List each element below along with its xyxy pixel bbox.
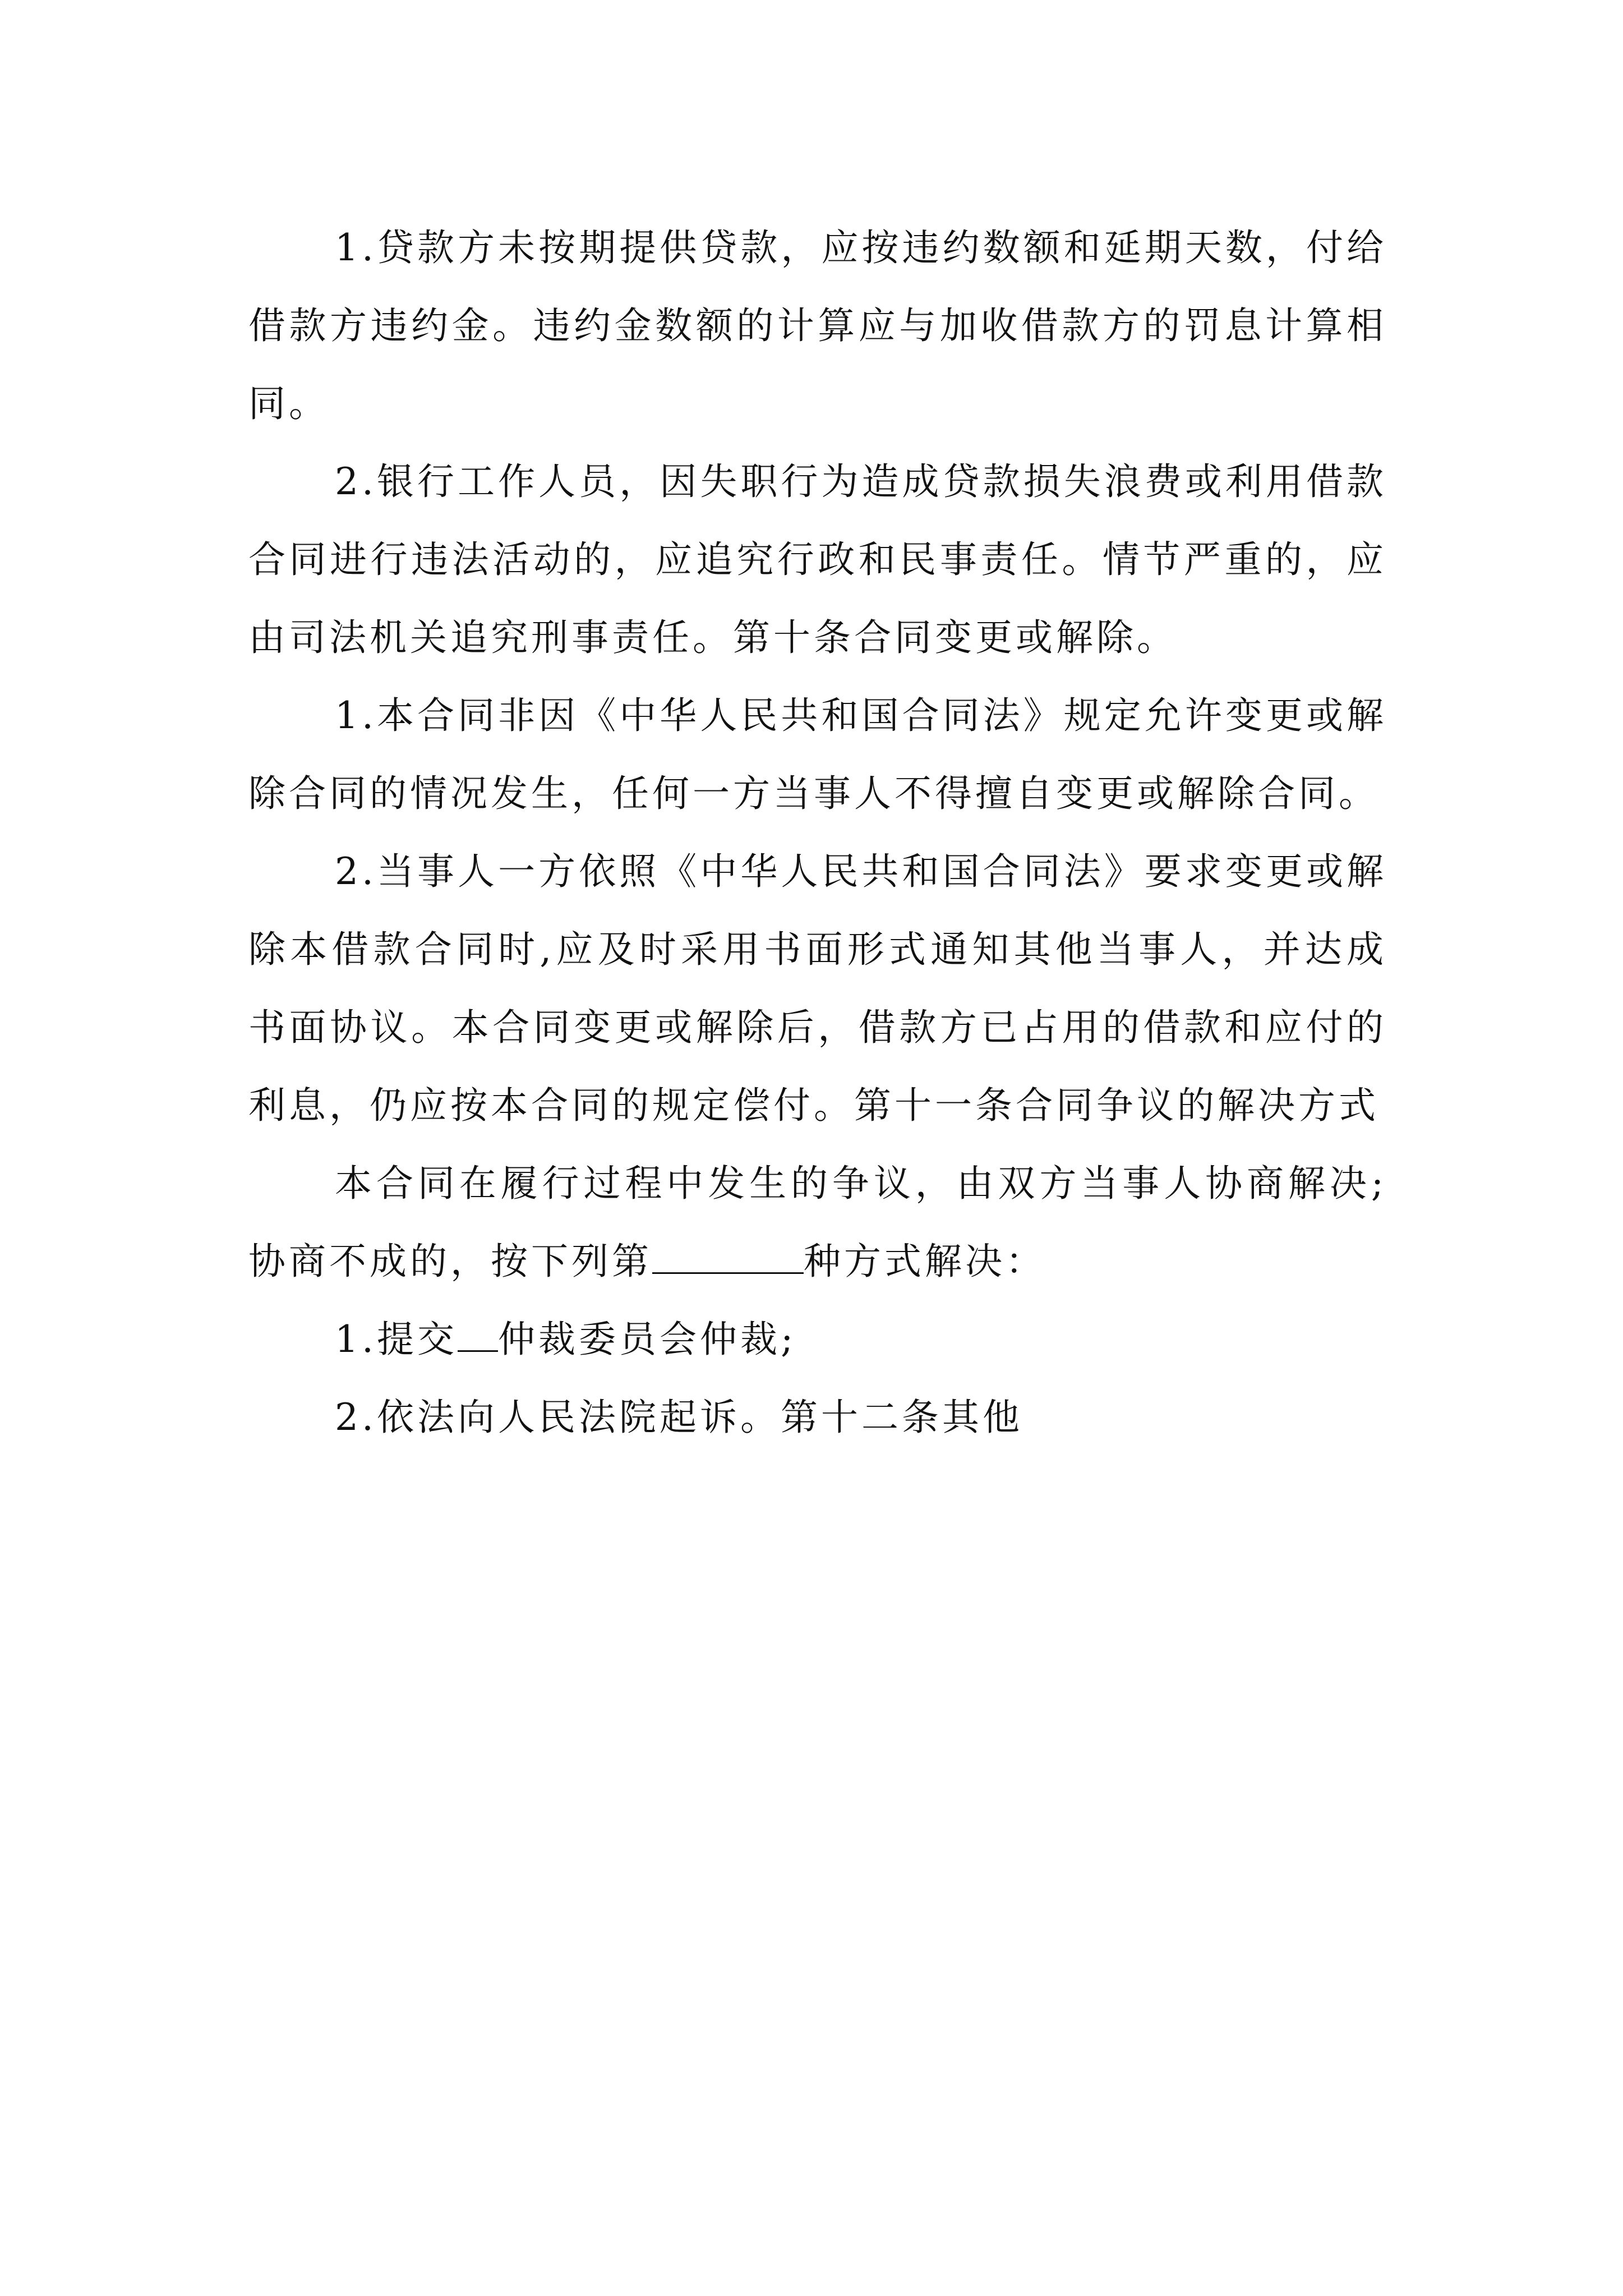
paragraph-bank-staff-liability — [248, 443, 1387, 677]
fill-in-blank-method-number[interactable] — [652, 1237, 804, 1274]
paragraph-text-before-blank: 1.提交 — [335, 1318, 458, 1361]
paragraph-court-option — [248, 1378, 1387, 1456]
paragraph-dispute-resolution — [248, 1144, 1387, 1300]
paragraph-text-after-blank: 仲裁委员会仲裁; — [497, 1318, 797, 1361]
paragraph-text: 1.本合同非因《中华人民共和国合同法》规定允许变更或解除合同的情况发生，任何一方当事人不得擅自变更或解除合同。 — [248, 694, 1387, 815]
fill-in-blank-arbitration-committee[interactable] — [458, 1315, 498, 1352]
paragraph-text-before-blank: 本合同在履行过程中发生的争议，由双方当事人协商解决;协商不成的，按下列第 — [248, 1162, 1387, 1283]
document-body — [248, 209, 1387, 1456]
paragraph-text: 1.贷款方未按期提供贷款，应按违约数额和延期天数，付给借款方违约金。违约金数额的计算应与加收借款方的罚息计算相同。 — [248, 226, 1387, 425]
paragraph-contract-change-procedure — [248, 832, 1387, 1144]
paragraph-text: 2.依法向人民法院起诉。第十二条其他 — [335, 1396, 1023, 1439]
paragraph-text: 2.银行工作人员，因失职行为造成贷款损失浪费或利用借款合同进行违法活动的，应追究行政和民事责任。情节严重的，应由司法机关追究刑事责任。第十条合同变更或解除。 — [248, 460, 1387, 659]
paragraph-no-unilateral-change — [248, 677, 1387, 832]
paragraph-loan-default-penalty — [248, 209, 1387, 443]
paragraph-text: 2.当事人一方依照《中华人民共和国合同法》要求变更或解除本借款合同时,应及时采用书面形式通知其他当事人，并达成书面协议。本合同变更或解除后，借款方已占用的借款和应付的利息，仍应按本合同的规定偿付。第十一条合同争议的解决方式 — [248, 850, 1387, 1127]
paragraph-text-after-blank: 种方式解决： — [804, 1240, 1046, 1283]
paragraph-arbitration-option — [248, 1300, 1387, 1378]
